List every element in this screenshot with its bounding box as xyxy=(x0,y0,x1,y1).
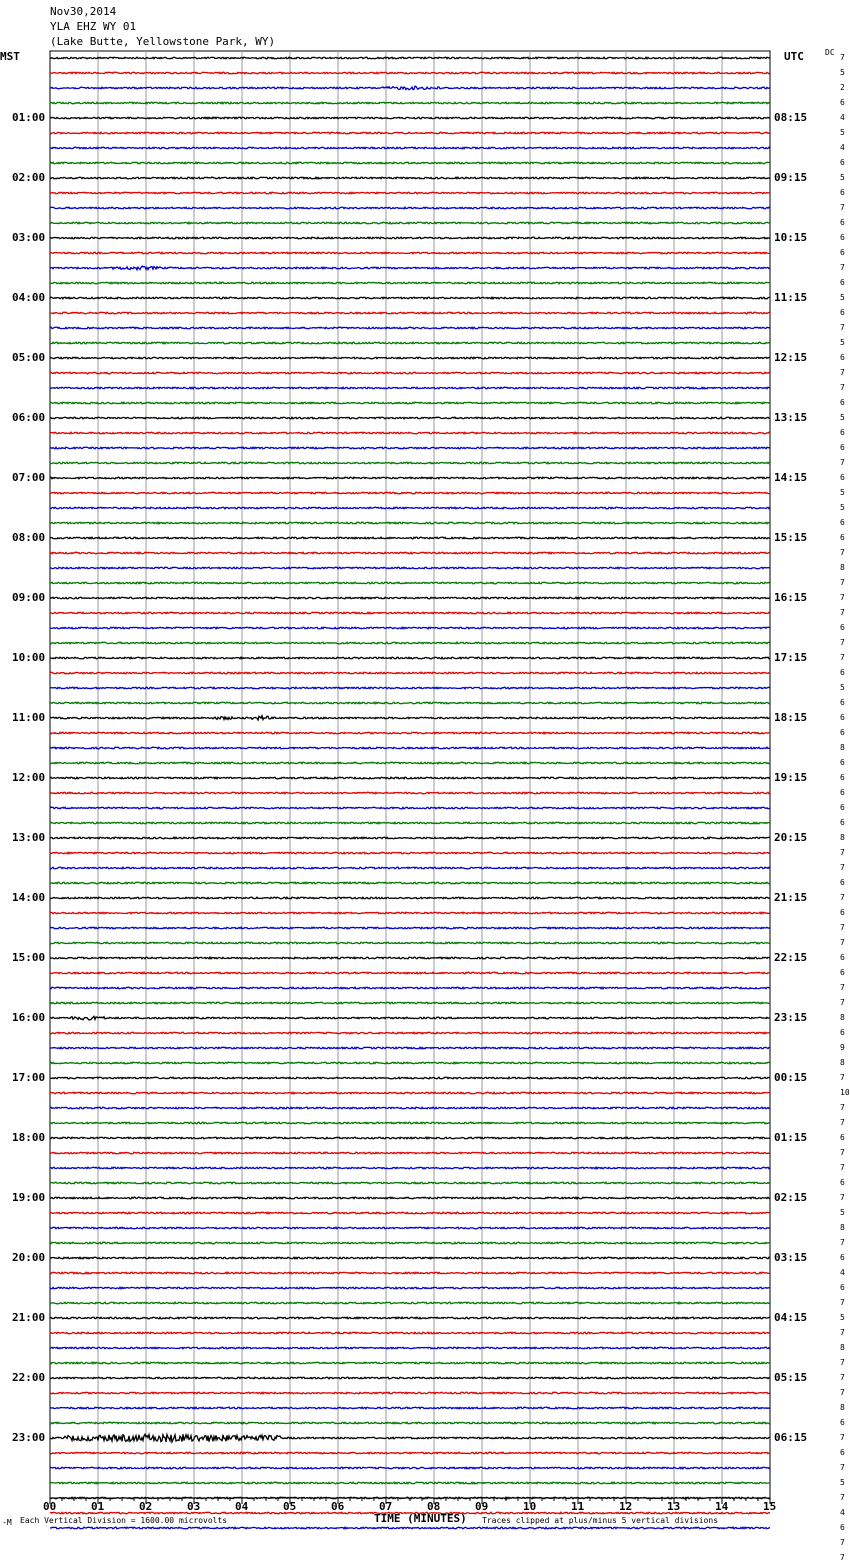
right-hour-label: 15:15 xyxy=(774,531,808,544)
seismic-trace xyxy=(50,372,770,374)
x-axis-label: TIME (MINUTES) xyxy=(374,1512,467,1525)
seismic-trace xyxy=(50,327,770,329)
seismic-trace xyxy=(50,792,770,794)
dc-value: 5 xyxy=(840,683,845,692)
x-tick-label: 06 xyxy=(331,1500,345,1513)
x-tick-label: 14 xyxy=(715,1500,729,1513)
dc-value: 7 xyxy=(840,923,845,932)
footer-corner-mark: -M xyxy=(2,1518,12,1527)
seismic-trace xyxy=(50,552,770,554)
footer-vertical-division: Each Vertical Division = 1600.00 microvolts xyxy=(20,1516,228,1525)
dc-value: 6 xyxy=(840,698,845,707)
dc-value: 6 xyxy=(840,188,845,197)
dc-value: 6 xyxy=(840,818,845,827)
right-hour-label: 11:15 xyxy=(774,291,808,304)
seismic-trace xyxy=(50,57,770,59)
dc-value: 7 xyxy=(840,1148,845,1157)
seismic-trace xyxy=(50,777,770,779)
seismic-trace xyxy=(50,1377,770,1379)
seismic-trace xyxy=(50,1002,770,1004)
left-hour-label: 01:00 xyxy=(12,111,46,124)
seismic-trace xyxy=(50,492,770,494)
dc-value: 7 xyxy=(840,593,845,602)
dc-value: 6 xyxy=(840,1178,845,1187)
seismic-trace xyxy=(50,942,770,944)
right-hour-label: 03:15 xyxy=(774,1251,808,1264)
dc-value: 4 xyxy=(840,143,845,152)
left-hour-label: 17:00 xyxy=(12,1071,46,1084)
dc-value: 7 xyxy=(840,1388,845,1397)
x-tick-label: 08 xyxy=(427,1500,441,1513)
x-tick-label: 02 xyxy=(139,1500,153,1513)
seismic-trace xyxy=(50,237,770,239)
seismic-trace xyxy=(50,447,770,449)
dc-value: 7 xyxy=(840,1538,845,1547)
seismic-trace xyxy=(50,297,770,299)
dc-value: 6 xyxy=(840,1028,845,1037)
seismic-trace xyxy=(50,132,770,134)
right-hour-label: 23:15 xyxy=(774,1011,808,1024)
seismic-trace xyxy=(50,1527,770,1529)
dc-value: 7 xyxy=(840,548,845,557)
dc-value: 10 xyxy=(840,1088,850,1097)
seismic-trace xyxy=(50,282,770,284)
x-tick-label: 07 xyxy=(379,1500,393,1513)
seismic-trace xyxy=(50,957,770,959)
seismic-trace xyxy=(50,747,770,749)
seismic-trace xyxy=(50,432,770,434)
left-hour-label: 08:00 xyxy=(12,531,46,544)
seismic-trace xyxy=(50,1317,770,1319)
seismic-trace xyxy=(50,1077,770,1079)
dc-value: 7 xyxy=(840,938,845,947)
footer-clip-note: Traces clipped at plus/minus 5 vertical divisions xyxy=(482,1516,719,1525)
dc-value: 5 xyxy=(840,503,845,512)
seismic-trace xyxy=(50,716,770,720)
seismic-trace xyxy=(50,1137,770,1139)
dc-value: 6 xyxy=(840,1133,845,1142)
dc-value: 4 xyxy=(840,113,845,122)
seismic-trace xyxy=(50,567,770,569)
dc-value: 6 xyxy=(840,1523,845,1532)
right-hour-label: 19:15 xyxy=(774,771,808,784)
x-tick-label: 05 xyxy=(283,1500,297,1513)
seismic-trace xyxy=(50,1047,770,1049)
x-tick-label: 15 xyxy=(763,1500,777,1513)
seismic-trace xyxy=(50,882,770,884)
x-tick-label: 12 xyxy=(619,1500,633,1513)
seismic-trace xyxy=(50,1392,770,1394)
seismic-trace xyxy=(50,1332,770,1334)
seismic-trace xyxy=(50,1122,770,1124)
seismic-trace xyxy=(50,852,770,854)
x-tick-label: 01 xyxy=(91,1500,105,1513)
dc-value: 7 xyxy=(840,578,845,587)
seismic-trace xyxy=(50,1422,770,1424)
seismic-trace xyxy=(50,912,770,914)
seismic-trace xyxy=(50,1272,770,1274)
dc-value: 6 xyxy=(840,1283,845,1292)
dc-value: 7 xyxy=(840,1358,845,1367)
dc-value: 6 xyxy=(840,278,845,287)
dc-value: 9 xyxy=(840,1043,845,1052)
dc-value: 7 xyxy=(840,53,845,62)
seismic-trace xyxy=(50,732,770,734)
right-hour-label: 01:15 xyxy=(774,1131,808,1144)
left-hour-label: 05:00 xyxy=(12,351,46,364)
right-hour-label: 04:15 xyxy=(774,1311,808,1324)
dc-value: 7 xyxy=(840,983,845,992)
right-hour-label: 00:15 xyxy=(774,1071,808,1084)
dc-value: 5 xyxy=(840,1478,845,1487)
right-hour-label: 16:15 xyxy=(774,591,808,604)
left-hour-label: 11:00 xyxy=(12,711,46,724)
dc-value: 7 xyxy=(840,1463,845,1472)
right-hour-label: 13:15 xyxy=(774,411,808,424)
dc-value: 7 xyxy=(840,1193,845,1202)
dc-value: 6 xyxy=(840,953,845,962)
left-hour-label: 15:00 xyxy=(12,951,46,964)
right-hour-label: 09:15 xyxy=(774,171,808,184)
dc-value: 7 xyxy=(840,863,845,872)
seismic-trace xyxy=(50,1452,770,1454)
left-hour-label: 20:00 xyxy=(12,1251,46,1264)
dc-value: 5 xyxy=(840,293,845,302)
left-hour-label: 13:00 xyxy=(12,831,46,844)
dc-value: 8 xyxy=(840,1403,845,1412)
seismic-trace xyxy=(50,987,770,989)
seismic-trace xyxy=(50,162,770,164)
right-hour-label: 08:15 xyxy=(774,111,808,124)
seismic-trace xyxy=(50,1482,770,1484)
right-hour-label: 22:15 xyxy=(774,951,808,964)
seismic-trace xyxy=(50,1467,770,1469)
dc-value: 6 xyxy=(840,728,845,737)
dc-value: 6 xyxy=(840,968,845,977)
dc-value: 6 xyxy=(840,443,845,452)
left-hour-label: 23:00 xyxy=(12,1431,46,1444)
dc-value: 7 xyxy=(840,1493,845,1502)
left-hour-label: 22:00 xyxy=(12,1371,46,1384)
seismic-trace xyxy=(50,102,770,104)
seismic-trace xyxy=(50,1016,770,1020)
seismic-trace xyxy=(50,1182,770,1184)
seismic-trace xyxy=(50,207,770,209)
x-tick-label: 09 xyxy=(475,1500,489,1513)
dc-value: 6 xyxy=(840,1448,845,1457)
seismic-trace xyxy=(50,822,770,824)
dc-value: 8 xyxy=(840,1013,845,1022)
right-hour-label: 02:15 xyxy=(774,1191,808,1204)
dc-value: 5 xyxy=(840,173,845,182)
dc-value: 6 xyxy=(840,158,845,167)
right-hour-label: 14:15 xyxy=(774,471,808,484)
dc-value: 5 xyxy=(840,1313,845,1322)
seismic-trace xyxy=(50,1287,770,1289)
seismic-trace xyxy=(50,1347,770,1349)
left-hour-label: 14:00 xyxy=(12,891,46,904)
dc-value: 6 xyxy=(840,473,845,482)
dc-value: 6 xyxy=(840,428,845,437)
seismic-trace xyxy=(50,1227,770,1229)
dc-value: 6 xyxy=(840,788,845,797)
seismic-trace xyxy=(50,672,770,674)
seismic-trace xyxy=(50,312,770,314)
dc-value: 7 xyxy=(840,1298,845,1307)
seismic-trace xyxy=(50,642,770,644)
dc-value: 7 xyxy=(840,458,845,467)
dc-value: 6 xyxy=(840,98,845,107)
dc-value: 7 xyxy=(840,263,845,272)
x-tick-label: 10 xyxy=(523,1500,537,1513)
seismic-trace xyxy=(50,1407,770,1409)
seismic-trace xyxy=(50,417,770,419)
left-hour-label: 19:00 xyxy=(12,1191,46,1204)
seismic-trace xyxy=(50,357,770,359)
dc-value: 7 xyxy=(840,1433,845,1442)
seismic-trace xyxy=(50,1092,770,1094)
dc-value: 6 xyxy=(840,773,845,782)
seismic-trace xyxy=(50,522,770,524)
right-hour-label: 10:15 xyxy=(774,231,808,244)
seismic-trace xyxy=(50,687,770,689)
seismic-trace xyxy=(50,1212,770,1214)
dc-value: 6 xyxy=(840,533,845,542)
dc-value: 2 xyxy=(840,83,845,92)
seismic-trace xyxy=(50,387,770,389)
dc-value: 6 xyxy=(840,668,845,677)
dc-column-label: DC xyxy=(825,48,835,57)
x-tick-label: 11 xyxy=(571,1500,585,1513)
right-timezone-label: UTC xyxy=(784,50,804,63)
seismic-trace xyxy=(50,762,770,764)
dc-value: 8 xyxy=(840,1223,845,1232)
dc-value: 7 xyxy=(840,1118,845,1127)
seismic-trace xyxy=(50,1167,770,1169)
seismic-trace xyxy=(50,477,770,479)
dc-value: 6 xyxy=(840,518,845,527)
seismic-trace xyxy=(50,86,770,90)
right-hour-label: 12:15 xyxy=(774,351,808,364)
dc-value: 6 xyxy=(840,353,845,362)
seismic-trace xyxy=(50,897,770,899)
left-hour-label: 07:00 xyxy=(12,471,46,484)
seismic-trace xyxy=(50,837,770,839)
seismic-trace xyxy=(50,1362,770,1364)
dc-value: 7 xyxy=(840,608,845,617)
left-hour-label: 10:00 xyxy=(12,651,46,664)
dc-value: 7 xyxy=(840,1373,845,1382)
seismic-trace xyxy=(50,702,770,704)
seismic-trace xyxy=(50,867,770,869)
right-hour-label: 05:15 xyxy=(774,1371,808,1384)
chart-header-station: YLA EHZ WY 01 xyxy=(50,20,137,33)
dc-value: 6 xyxy=(840,398,845,407)
seismic-trace xyxy=(50,1032,770,1034)
seismic-trace xyxy=(50,192,770,194)
seismic-trace xyxy=(50,402,770,404)
x-tick-label: 13 xyxy=(667,1500,681,1513)
dc-value: 6 xyxy=(840,623,845,632)
right-hour-label: 06:15 xyxy=(774,1431,808,1444)
seismic-trace xyxy=(50,807,770,809)
left-hour-label: 12:00 xyxy=(12,771,46,784)
dc-value: 6 xyxy=(840,1418,845,1427)
left-hour-label: 02:00 xyxy=(12,171,46,184)
seismic-trace xyxy=(50,1062,770,1064)
dc-value: 4 xyxy=(840,1268,845,1277)
chart-header-location: (Lake Butte, Yellowstone Park, WY) xyxy=(50,35,276,48)
dc-value: 7 xyxy=(840,848,845,857)
seismic-trace xyxy=(50,1242,770,1244)
dc-value: 8 xyxy=(840,1343,845,1352)
seismic-trace xyxy=(50,147,770,149)
dc-value: 8 xyxy=(840,563,845,572)
dc-value: 7 xyxy=(840,1103,845,1112)
left-hour-label: 21:00 xyxy=(12,1311,46,1324)
dc-value: 7 xyxy=(840,383,845,392)
seismic-trace xyxy=(50,1197,770,1199)
dc-value: 6 xyxy=(840,713,845,722)
left-timezone-label: MST xyxy=(0,50,20,63)
seismic-trace xyxy=(50,537,770,539)
dc-value: 7 xyxy=(840,1328,845,1337)
dc-value: 6 xyxy=(840,1253,845,1262)
right-hour-label: 20:15 xyxy=(774,831,808,844)
right-hour-label: 17:15 xyxy=(774,651,808,664)
dc-value: 7 xyxy=(840,323,845,332)
left-hour-label: 06:00 xyxy=(12,411,46,424)
left-hour-label: 09:00 xyxy=(12,591,46,604)
seismic-trace xyxy=(50,1434,770,1442)
seismic-trace xyxy=(50,266,770,270)
dc-value: 8 xyxy=(840,1058,845,1067)
seismic-trace xyxy=(50,252,770,254)
dc-value: 7 xyxy=(840,1073,845,1082)
dc-value: 7 xyxy=(840,1163,845,1172)
left-hour-label: 16:00 xyxy=(12,1011,46,1024)
dc-value: 5 xyxy=(840,488,845,497)
dc-value: 5 xyxy=(840,413,845,422)
dc-value: 7 xyxy=(840,1238,845,1247)
dc-value: 5 xyxy=(840,68,845,77)
seismic-trace xyxy=(50,1257,770,1259)
dc-value: 6 xyxy=(840,248,845,257)
dc-value: 5 xyxy=(840,1208,845,1217)
seismic-trace xyxy=(50,612,770,614)
dc-value: 7 xyxy=(840,653,845,662)
seismic-trace xyxy=(50,657,770,659)
dc-value: 6 xyxy=(840,878,845,887)
seismic-trace xyxy=(50,627,770,629)
seismic-trace xyxy=(50,972,770,974)
seismic-trace xyxy=(50,222,770,224)
seismic-trace xyxy=(50,582,770,584)
dc-value: 6 xyxy=(840,308,845,317)
x-tick-label: 03 xyxy=(187,1500,201,1513)
dc-value: 5 xyxy=(840,338,845,347)
dc-value: 7 xyxy=(840,893,845,902)
dc-value: 7 xyxy=(840,1553,845,1562)
dc-value: 6 xyxy=(840,908,845,917)
dc-value: 4 xyxy=(840,1508,845,1517)
left-hour-label: 04:00 xyxy=(12,291,46,304)
dc-value: 7 xyxy=(840,638,845,647)
left-hour-label: 18:00 xyxy=(12,1131,46,1144)
chart-header-date: Nov30,2014 xyxy=(50,5,117,18)
seismic-trace xyxy=(50,597,770,599)
seismic-trace xyxy=(50,117,770,119)
x-tick-label: 00 xyxy=(43,1500,57,1513)
seismic-trace xyxy=(50,507,770,509)
seismic-trace xyxy=(50,1302,770,1304)
seismic-trace xyxy=(50,462,770,464)
seismic-trace xyxy=(50,177,770,179)
dc-value: 5 xyxy=(840,128,845,137)
seismic-trace xyxy=(50,342,770,344)
seismic-trace xyxy=(50,927,770,929)
dc-value: 7 xyxy=(840,368,845,377)
seismic-trace xyxy=(50,72,770,74)
x-tick-label: 04 xyxy=(235,1500,249,1513)
dc-value: 6 xyxy=(840,803,845,812)
dc-value: 7 xyxy=(840,998,845,1007)
right-hour-label: 21:15 xyxy=(774,891,808,904)
dc-value: 7 xyxy=(840,203,845,212)
right-hour-label: 18:15 xyxy=(774,711,808,724)
left-hour-label: 03:00 xyxy=(12,231,46,244)
dc-value: 6 xyxy=(840,758,845,767)
dc-value: 6 xyxy=(840,233,845,242)
seismic-trace xyxy=(50,1107,770,1109)
dc-value: 8 xyxy=(840,833,845,842)
dc-value: 6 xyxy=(840,218,845,227)
dc-value: 8 xyxy=(840,743,845,752)
seismic-trace xyxy=(50,1152,770,1154)
